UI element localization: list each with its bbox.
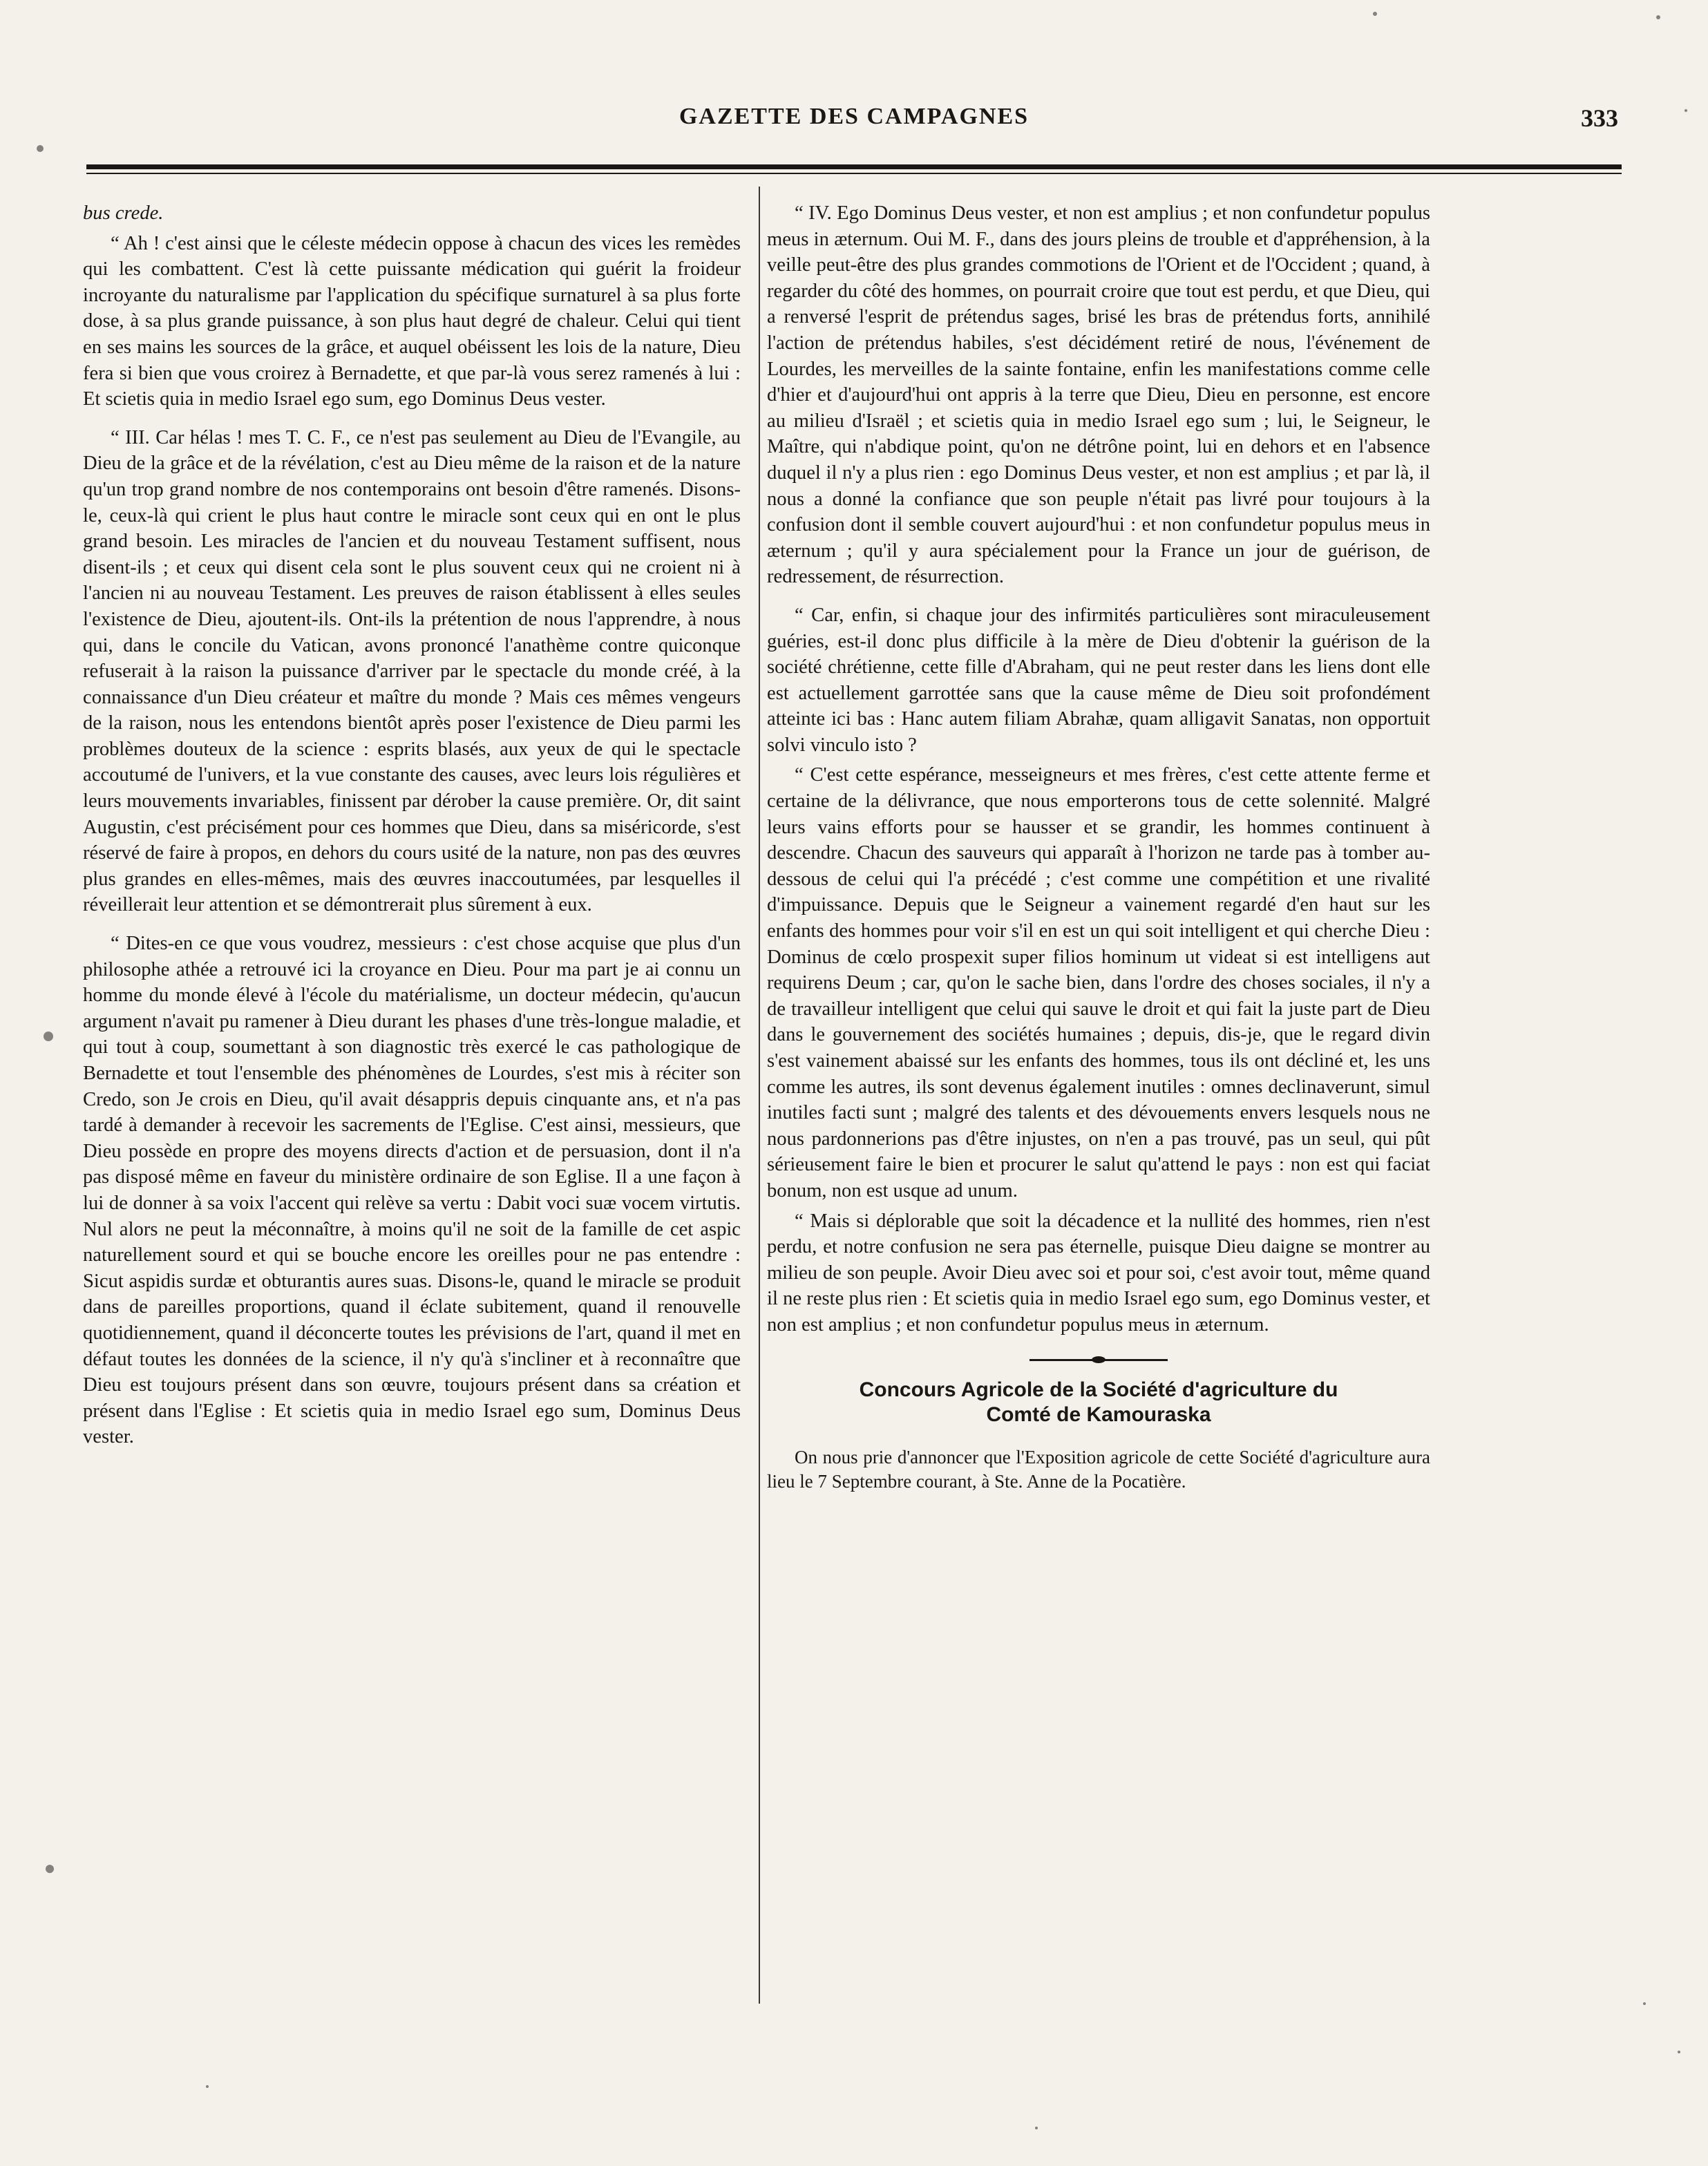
right_column-paragraph: “ Car, enfin, si chaque jour des infirmités particulières sont miraculeusement guéries, est-il donc plus difficile à la mère de Dieu d'obtenir la guérison de la société chrétienne, cette fille d'Abraham, qui ne peut rester dans les liens dont elle est actuellement garrottée sans que la cause même de Dieu soit profondément atteinte ici bas : Hanc autem filiam Abrahæ, quam alligavit Sanatas, non opportuit solvi vinculo isto ? xyxy=(767,604,1430,756)
notice-title-line-2: Comté de Kamouraska xyxy=(986,1403,1211,1426)
left-column xyxy=(83,200,741,1450)
right_column-paragraph: “ IV. Ego Dominus Deus vester, et non est amplius ; et non confundetur populus meus in æternum. Oui M. F., dans des jours pleins de trouble et d'appréhension, à la veille peut-être des plus grandes commotions de l'Orient et de l'Occident ; quand, à regarder du côté des hommes, on pourrait croire que tout est perdu, et que Dieu, qui a renversé l'esprit de prétendus sages, brisé les bras de prétendus forts, annihilé l'action de prétendus habiles, s'est décidément retiré de nous, l'événement de Lourdes, les merveilles de la sainte fontaine, enfin les manifestations comme celle d'hier et d'aujourd'hui ont appris à la terre que Dieu, Dieu en personne, est encore au milieu d'Israël ; et scietis quia in medio Israel ego sum ; lui, le Seigneur, le Maître, qui n'abdique point, qu'on ne détrône point, lui en dehors et en l'absence duquel il n'y a plus rien : ego Dominus Deus vester, et non est amplius ; et par là, il nous a donné la confiance que son peuple n'était pas livré pour toujours à la confusion dont il semble couvert aujourd'hui : et non confundetur populus meus in æternum ; qu'il y aura spécialement pour la France un jour de guérison, de redressement, de résurrection. xyxy=(767,202,1430,588)
notice-title xyxy=(767,1378,1430,1427)
notice-body: On nous prie d'annoncer que l'Exposition agricole de cette Société d'agriculture aura lieu le 7 Septembre courant, à Ste. Anne de la Pocatière. xyxy=(767,1446,1430,1492)
notice-title-line-1: Concours Agricole de la Société d'agriculture du xyxy=(859,1378,1338,1401)
left_column-paragraph: bus crede. xyxy=(83,202,164,224)
left_column-paragraph: “ Dites-en ce que vous voudrez, messieurs : c'est chose acquise que plus d'un philosophe athée a retrouvé ici la croyance en Dieu. Pour ma part je ai connu un homme du monde élevé à l'école du matérialisme, un docteur médecin, qu'aucun argument n'avait pu ramener à Dieu durant les phases d'une très-longue maladie, et qui tout à coup, soumettant à son diagnostic très exercé le cas pathologique de Bernadette et tout l'ensemble des phénomènes de Lourdes, s'est mis à réciter son Credo, son Je crois en Dieu, qu'il avait désappris depuis cinquante ans, et n'a pas tardé à demander à recevoir les sacrements de l'Eglise. C'est ainsi, messieurs, que Dieu possède en propre des moyens directs d'action et de persuasion, dont il n'a pas disposé même en faveur du ministère ordinaire de son Eglise. Il a une façon à lui de donner à sa voix l'accent qui relève sa vertu : Dabit voci suæ vocem virtutis. Nul alors ne peut la méconnaître, à moins qu'il ne soit de la famille de cet aspic naturellement sourd et qui se bouche encore les oreilles pour ne pas entendre : Sicut aspidis surdæ et obturantis aures suas. Disons-le, quand le miracle se produit dans de pareilles proportions, quand il éclate subitement, quand il renouvelle quotidiennement, quand il déconcerte toutes les prévisions de l'art, quand il met en défaut toutes les données de la science, il n'y qu'à s'incliner et à reconnaître que Dieu est toujours présent dans son œuvre, toujours présent dans sa création et présent dans l'Eglise : Et scietis quia in medio Israel ego sum, Dominus Deus vester. xyxy=(83,933,741,1448)
page-header xyxy=(83,104,1625,138)
left_column-paragraph: “ Ah ! c'est ainsi que le céleste médecin oppose à chacun des vices les remèdes qui les combattent. C'est là cette puissante médication qui guérit la froideur incroyante du naturalisme par l'application du spécifique surnaturel à sa plus forte dose, à sa plus grande puissance, à son plus haut degré de chaleur. Celui qui tient en ses mains les sources de la grâce, et auquel obéissent les lois de la nature, Dieu fera si bien que vous croirez à Bernadette, et que par-là vous serez ramenés à lui : Et scietis quia in medio Israel ego sum, ego Dominus Deus vester. xyxy=(83,232,741,410)
column-divider xyxy=(759,187,760,2004)
left_column-paragraph: “ III. Car hélas ! mes T. C. F., ce n'est pas seulement au Dieu de l'Evangile, au Dieu de la grâce et de la révélation, c'est au Dieu même de la raison et de la nature qu'un trop grand nombre de nos contemporains ont besoin d'être ramenés. Disons-le, ceux-là qui crient le plus haut contre le miracle sont ceux qui en ont le plus grand besoin. Les miracles de l'ancien et du nouveau Testament suffisent, nous disent-ils ; et ceux qui disent cela sont le plus souvent ceux qui ne croient ni à l'ancien ni au nouveau Testament. Les preuves de raison établissent à elles seules l'existence de Dieu, ajoutent-ils. Ont-ils la prétention de nous l'apprendre, à nous qui, dans le concile du Vatican, avons prononcé l'anathème contre quiconque refuserait à la raison la puissance d'arriver par le spectacle du monde créé, à la connaissance d'un Dieu créateur et maître du monde ? Mais ces mêmes vengeurs de la raison, nous les entendons bientôt après poser l'existence de Dieu parmi les problèmes douteux de la science : esprits blasés, aux yeux de qui le spectacle accoutumé de l'univers, et la vue constante des causes, avec leurs lois régulières et leurs mouvements invariables, finissent par dérober la cause première. Or, dit saint Augustin, c'est précisément pour ces hommes que Dieu, dans sa miséricorde, s'est réservé de faire à propos, en dehors du cours usité de la nature, non pas des œuvres plus grandes en elles-mêmes, mais des œuvres inaccoutumées, par lesquelles il réveillerait leur attention et se démontrerait plus sûrement à eux. xyxy=(83,426,741,916)
header-rule-thin xyxy=(86,173,1622,174)
right_column-paragraph: “ Mais si déplorable que soit la décadence et la nullité des hommes, rien n'est perdu, et notre confusion ne sera pas éternelle, puisque Dieu daigne se montrer au milieu de son peuple. Avoir Dieu avec soi et pour soi, c'est avoir tout, même quand il ne reste plus rien : Et scietis quia in medio Israel ego sum, ego Dominus vester, et non est amplius ; et non confundetur populus meus in æternum. xyxy=(767,1210,1430,1336)
right-column-body xyxy=(767,200,1430,1338)
running-title: GAZETTE DES CAMPAGNES xyxy=(679,104,1029,129)
header-rule-thick xyxy=(86,164,1622,169)
right_column-paragraph: “ C'est cette espérance, messeigneurs et mes frères, c'est cette attente ferme et certaine de la délivrance, que nous emporterons tous de cette solennité. Malgré leurs vains efforts pour se hausser et se grandir, les hommes continuent à descendre. Chacun des sauveurs qui apparaît à l'horizon ne tarde pas à tomber au-dessous de celui qui l'a précédé ; c'est comme une compétition et une rivalité d'impuissance. Depuis que le Seigneur a vainement regardé d'en haut sur les enfants des hommes pour voir s'il en est un qui soit intelligent et qui cherche Dieu : Dominus de cœlo prospexit super filios hominum ut videat si est intelligens aut requirens Deum ; car, qu'on le sache bien, dans l'ordre des choses sociales, il n'y a de travailleur intelligent que celui qui sauve le droit et qui fait la juste part de Dieu dans le gouvernement des sociétés humaines ; depuis, dis-je, que le regard divin s'est vainement abaissé sur les enfants des hommes, tous ils ont décliné et, les uns comme les autres, ils sont devenus également inutiles : omnes declinaverunt, simul inutiles facti sunt ; malgré des talents et des dévouements envers lesquels nous ne nous pardonnerions pas d'être injustes, on n'en a pas trouvé, pas un seul, qui pût sérieusement faire le bien et procurer le salut qu'attend le pays : non est qui faciat bonum, non est usque ad unum. xyxy=(767,764,1430,1201)
section-ornament-rule xyxy=(1029,1359,1168,1361)
right-column xyxy=(767,200,1430,1494)
page-number: 333 xyxy=(1581,104,1618,132)
